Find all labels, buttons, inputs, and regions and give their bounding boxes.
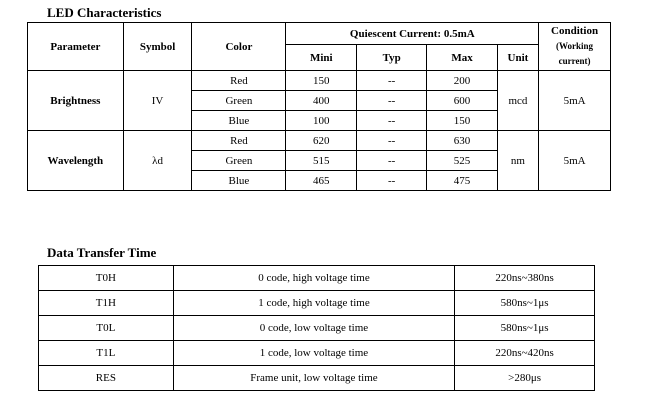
max-cell: 630 (427, 131, 498, 151)
mini-cell: 400 (286, 91, 357, 111)
wavelength-unit: nm (497, 131, 538, 191)
table-row (39, 266, 595, 291)
header-color: Color (192, 23, 286, 71)
typ-cell: -- (357, 151, 427, 171)
mini-cell: 620 (286, 131, 357, 151)
typ-cell: -- (357, 111, 427, 131)
table-row (28, 71, 611, 91)
header-symbol: Symbol (123, 23, 192, 71)
header-mini: Mini (286, 45, 357, 71)
typ-cell: -- (357, 91, 427, 111)
mini-cell: 150 (286, 71, 357, 91)
code-cell: T0L (39, 316, 174, 341)
header-max: Max (427, 45, 498, 71)
condition-label: Condition (551, 25, 599, 37)
description-cell: 1 code, high voltage time (173, 291, 454, 316)
color-cell: Red (192, 71, 286, 91)
typ-cell: -- (357, 71, 427, 91)
table-row (39, 341, 595, 366)
table-row (28, 131, 611, 151)
value-cell: 220ns~380ns (455, 266, 595, 291)
max-cell: 475 (427, 171, 498, 191)
wavelength-symbol: λd (123, 131, 192, 191)
color-cell: Blue (192, 111, 286, 131)
wavelength-parameter: Wavelength (28, 131, 124, 191)
brightness-condition: 5mA (539, 71, 611, 131)
description-cell: Frame unit, low voltage time (173, 366, 454, 391)
description-cell: 0 code, low voltage time (173, 316, 454, 341)
value-cell: 580ns~1μs (455, 316, 595, 341)
code-cell: T1H (39, 291, 174, 316)
value-cell: 580ns~1μs (455, 291, 595, 316)
header-parameter: Parameter (28, 23, 124, 71)
value-cell: >280μs (455, 366, 595, 391)
max-cell: 525 (427, 151, 498, 171)
mini-cell: 515 (286, 151, 357, 171)
color-cell: Blue (192, 171, 286, 191)
brightness-symbol: IV (123, 71, 192, 131)
table-row (39, 316, 595, 341)
condition-sublabel: (Working current) (556, 41, 594, 66)
led-characteristics-title: LED Characteristics (47, 5, 162, 20)
color-cell: Red (192, 131, 286, 151)
value-cell: 220ns~420ns (455, 341, 595, 366)
data-transfer-time-table (38, 265, 595, 391)
header-quiescent-current: Quiescent Current: 0.5mA (286, 23, 539, 45)
color-cell: Green (192, 151, 286, 171)
mini-cell: 465 (286, 171, 357, 191)
brightness-parameter: Brightness (28, 71, 124, 131)
code-cell: RES (39, 366, 174, 391)
header-condition (539, 23, 611, 71)
brightness-unit: mcd (497, 71, 538, 131)
wavelength-condition: 5mA (539, 131, 611, 191)
mini-cell: 100 (286, 111, 357, 131)
data-transfer-time-title: Data Transfer Time (47, 245, 157, 260)
header-unit: Unit (497, 45, 538, 71)
led-characteristics-table (27, 22, 611, 191)
description-cell: 0 code, high voltage time (173, 266, 454, 291)
max-cell: 200 (427, 71, 498, 91)
table-row (39, 366, 595, 391)
color-cell: Green (192, 91, 286, 111)
max-cell: 150 (427, 111, 498, 131)
code-cell: T0H (39, 266, 174, 291)
code-cell: T1L (39, 341, 174, 366)
typ-cell: -- (357, 171, 427, 191)
max-cell: 600 (427, 91, 498, 111)
header-typ: Typ (357, 45, 427, 71)
typ-cell: -- (357, 131, 427, 151)
table-row (39, 291, 595, 316)
description-cell: 1 code, low voltage time (173, 341, 454, 366)
table-header-row (28, 23, 611, 45)
